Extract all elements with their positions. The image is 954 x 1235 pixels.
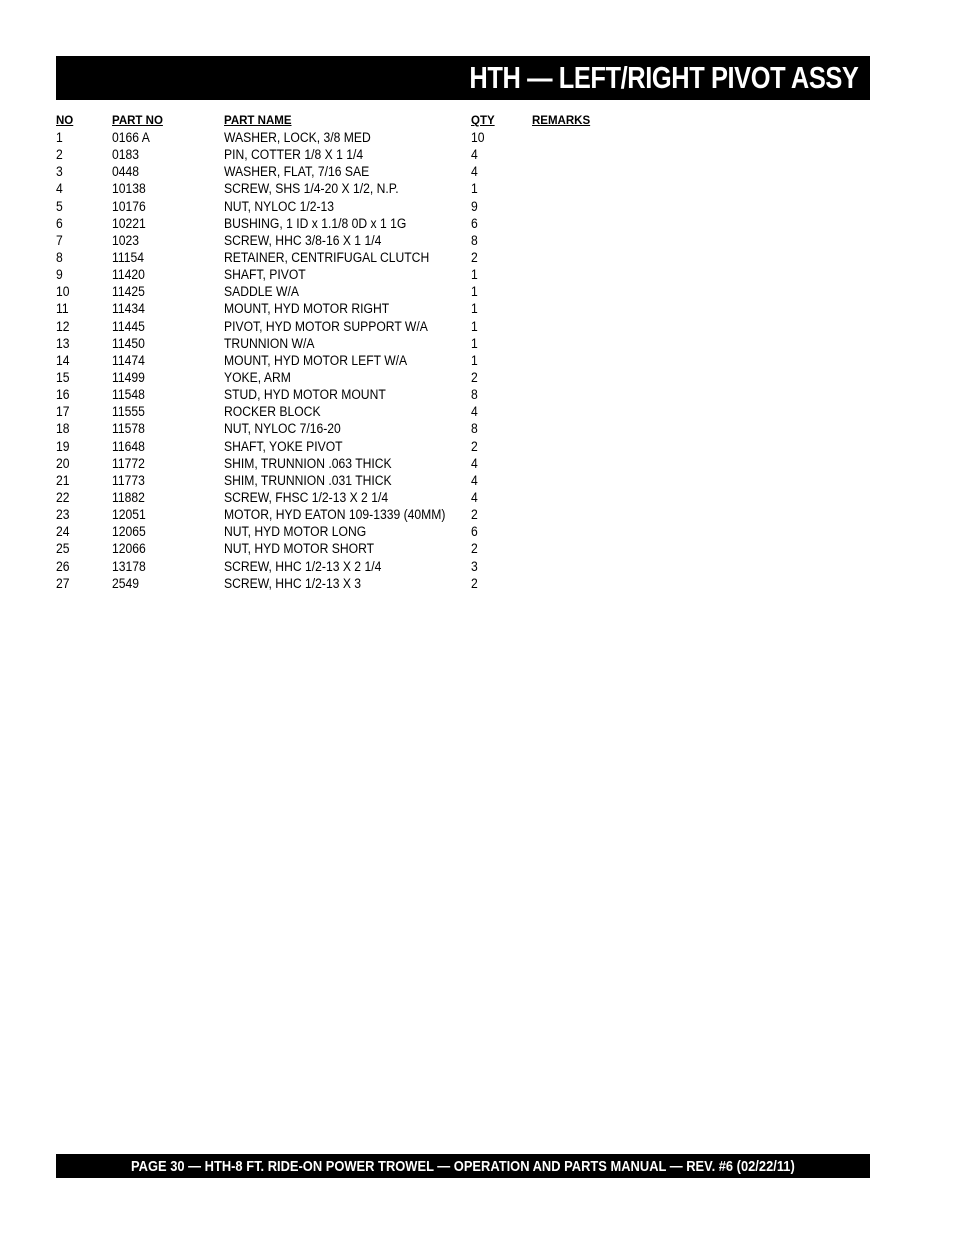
parts-table [56,113,656,592]
part-qty-text: 4 [471,472,478,488]
part-qty-text: 2 [471,575,478,591]
part-number-index-text: 12 [56,318,70,334]
part-number-index-text: 9 [56,267,63,283]
part-number [112,403,224,420]
part-qty [471,489,532,506]
part-number-text: 12051 [112,507,146,523]
table-row [56,283,656,300]
page-footer: PAGE 30 — HTH-8 FT. RIDE-ON POWER TROWEL — OPERATION AND PARTS MANUAL — REV. #6 (02/22/11) [131,1157,795,1175]
part-number [112,506,224,523]
part-number-text: 11445 [112,318,145,334]
part-name-text: NUT, HYD MOTOR LONG [224,524,367,540]
part-number-index [56,129,112,146]
part-number [112,369,224,386]
part-name [224,335,471,352]
part-name [224,420,471,437]
part-name-text: WASHER, LOCK, 3/8 MED [224,130,371,145]
part-number-index [56,455,112,472]
part-number [112,215,224,232]
part-remarks [532,403,632,420]
part-number-text: 0448 [112,164,140,180]
part-qty [471,232,532,249]
part-qty-text: 2 [471,438,478,454]
part-number-index [56,318,112,335]
part-name [224,198,471,215]
part-number-index-text: 25 [56,541,70,557]
part-qty [471,523,532,540]
table-row [56,300,656,317]
part-number-index [56,472,112,489]
part-qty [471,215,532,232]
part-number-index-text: 19 [56,438,70,454]
part-remarks [532,266,632,283]
part-number-index [56,198,112,215]
part-number-index [56,420,112,437]
part-qty-text: 2 [471,507,478,523]
part-number-index-text: 7 [56,232,63,248]
part-qty-text: 1 [471,352,478,368]
part-remarks [532,386,632,403]
part-remarks [532,318,632,335]
part-name [224,352,471,369]
part-qty-text: 1 [471,181,478,197]
part-number [112,129,224,146]
table-row [56,523,656,540]
part-qty [471,180,532,197]
part-name [224,369,471,386]
table-row [56,386,656,403]
part-remarks [532,163,632,180]
part-qty [471,300,532,317]
table-body [56,129,656,592]
part-qty [471,403,532,420]
part-number-index-text: 3 [56,164,63,180]
table-row [56,506,656,523]
part-number [112,386,224,403]
part-number-index-text: 27 [56,575,70,591]
part-name [224,300,471,317]
part-number-index-text: 24 [56,524,70,540]
part-remarks [532,455,632,472]
table-row [56,489,656,506]
part-qty-text: 1 [471,284,478,300]
part-number [112,249,224,266]
part-remarks [532,489,632,506]
part-number [112,232,224,249]
part-qty-text: 4 [471,455,478,471]
part-number-text: 2549 [112,575,140,591]
part-number [112,489,224,506]
part-qty-text: 10 [471,130,485,145]
part-qty-text: 1 [471,301,478,317]
part-number-text: 11450 [112,335,145,351]
part-qty [471,283,532,300]
part-number-index-text: 11 [56,301,69,317]
part-remarks [532,523,632,540]
table-row [56,266,656,283]
part-name-text: ROCKER BLOCK [224,404,321,420]
part-remarks [532,369,632,386]
part-number-text: 11154 [112,249,144,265]
part-remarks [532,540,632,557]
table-row [56,540,656,557]
table-row [56,215,656,232]
part-name-text: YOKE, ARM [224,369,291,385]
part-number-index [56,438,112,455]
part-number [112,146,224,163]
part-name-text: SHIM, TRUNNION .063 THICK [224,455,392,471]
part-qty [471,146,532,163]
part-number-index-text: 20 [56,455,70,471]
part-name-text: SCREW, SHS 1/4-20 X 1/2, N.P. [224,181,399,197]
table-header-row [56,113,656,129]
table-row [56,198,656,215]
part-remarks [532,180,632,197]
part-name [224,558,471,575]
part-name-text: SCREW, HHC 1/2-13 X 3 [224,575,362,591]
part-name-text: PIN, COTTER 1/8 X 1 1/4 [224,147,364,163]
part-name [224,249,471,266]
part-name-text: PIVOT, HYD MOTOR SUPPORT W/A [224,318,428,334]
part-remarks [532,558,632,575]
part-number-index-text: 2 [56,147,63,163]
page-title-bar [56,56,870,100]
part-number-index-text: 13 [56,335,70,351]
part-number-index-text: 23 [56,507,70,523]
table-row [56,249,656,266]
table-row [56,472,656,489]
part-number [112,523,224,540]
part-number-index [56,335,112,352]
part-name-text: SADDLE W/A [224,284,299,300]
part-qty [471,335,532,352]
part-name-text: NUT, HYD MOTOR SHORT [224,541,375,557]
column-header-part-no: PART NO [112,115,163,127]
part-number-index-text: 18 [56,421,70,437]
table-row [56,455,656,472]
part-qty [471,558,532,575]
part-number-index-text: 17 [56,404,70,420]
part-number [112,163,224,180]
part-number-text: 11434 [112,301,145,317]
part-name [224,489,471,506]
part-name [224,318,471,335]
part-number-text: 1023 [112,232,140,248]
table-row [56,163,656,180]
part-remarks [532,232,632,249]
part-name [224,523,471,540]
part-name-text: SHIM, TRUNNION .031 THICK [224,472,392,488]
table-row [56,180,656,197]
part-qty-text: 9 [471,198,478,214]
part-name [224,540,471,557]
part-qty [471,472,532,489]
part-name [224,575,471,592]
part-qty [471,129,532,146]
part-number-index [56,352,112,369]
part-number [112,472,224,489]
table-row [56,352,656,369]
column-header-part-name: PART NAME [224,115,292,127]
part-name [224,266,471,283]
part-name-text: WASHER, FLAT, 7/16 SAE [224,164,370,180]
part-number-index [56,249,112,266]
table-row [56,232,656,249]
part-qty [471,369,532,386]
part-number-index [56,523,112,540]
part-qty [471,352,532,369]
part-qty-text: 1 [471,267,478,283]
part-name [224,180,471,197]
part-number-text: 11882 [112,489,145,505]
part-number-text: 11578 [112,421,145,437]
part-number-text: 11548 [112,387,145,403]
part-number-text: 11648 [112,438,145,454]
part-number-index-text: 15 [56,369,70,385]
part-name [224,438,471,455]
part-name [224,403,471,420]
table-row [56,129,656,146]
part-number-text: 11555 [112,404,145,420]
part-number-index [56,575,112,592]
part-number [112,420,224,437]
part-number [112,335,224,352]
part-name-text: MOTOR, HYD EATON 109-1339 (40MM) [224,507,446,523]
part-number-index [56,386,112,403]
part-qty [471,575,532,592]
part-number [112,318,224,335]
part-remarks [532,283,632,300]
part-name-text: NUT, NYLOC 7/16-20 [224,421,341,437]
part-qty-text: 6 [471,524,478,540]
part-remarks [532,249,632,266]
part-remarks [532,438,632,455]
part-qty-text: 4 [471,147,478,163]
part-number-index [56,146,112,163]
part-qty-text: 4 [471,404,478,420]
part-qty-text: 1 [471,335,478,351]
part-number-index [56,369,112,386]
part-qty [471,420,532,437]
part-name [224,506,471,523]
part-number-text: 11772 [112,455,145,471]
part-qty [471,266,532,283]
page-footer-bar [56,1154,870,1178]
part-qty-text: 8 [471,232,478,248]
part-qty-text: 4 [471,489,478,505]
part-number-index-text: 1 [56,130,63,145]
part-qty-text: 2 [471,541,478,557]
part-remarks [532,335,632,352]
part-number-index [56,489,112,506]
part-number [112,180,224,197]
part-qty-text: 2 [471,369,478,385]
part-number-index-text: 10 [56,284,70,300]
part-number [112,558,224,575]
part-number [112,266,224,283]
part-qty-text: 6 [471,215,478,231]
part-qty [471,249,532,266]
part-name-text: SHAFT, PIVOT [224,267,306,283]
part-number-index [56,215,112,232]
part-number-text: 11499 [112,369,145,385]
part-name [224,472,471,489]
part-remarks [532,472,632,489]
part-number [112,283,224,300]
part-remarks [532,575,632,592]
part-name [224,146,471,163]
part-number-index-text: 5 [56,198,63,214]
part-number [112,300,224,317]
part-qty [471,540,532,557]
table-row [56,438,656,455]
part-number-text: 10176 [112,198,146,214]
part-name [224,232,471,249]
part-number-text: 13178 [112,558,146,574]
table-row [56,335,656,352]
part-number-index [56,266,112,283]
part-number-text: 11474 [112,352,145,368]
part-name-text: SHAFT, YOKE PIVOT [224,438,343,454]
part-number-index-text: 4 [56,181,63,197]
part-name-text: SCREW, FHSC 1/2-13 X 2 1/4 [224,489,389,505]
part-qty-text: 8 [471,421,478,437]
page-title: HTH — LEFT/RIGHT PIVOT ASSY [468,60,858,95]
part-number-text: 0183 [112,147,140,163]
table-row [56,318,656,335]
column-header-remarks: REMARKS [532,115,591,127]
part-number-index-text: 22 [56,489,70,505]
part-number-index-text: 14 [56,352,70,368]
part-name-text: SCREW, HHC 3/8-16 X 1 1/4 [224,232,382,248]
part-number-index [56,283,112,300]
part-remarks [532,146,632,163]
part-name-text: SCREW, HHC 1/2-13 X 2 1/4 [224,558,382,574]
part-name-text: RETAINER, CENTRIFUGAL CLUTCH [224,249,430,265]
part-number [112,352,224,369]
part-qty [471,198,532,215]
column-header-no: NO [56,115,74,127]
part-number-text: 11420 [112,267,145,283]
part-number-index [56,540,112,557]
part-remarks [532,215,632,232]
part-number-text: 11773 [112,472,145,488]
table-row [56,575,656,592]
part-name [224,163,471,180]
part-number-index [56,232,112,249]
part-remarks [532,352,632,369]
part-number-text: 10138 [112,181,146,197]
table-row [56,403,656,420]
part-name-text: MOUNT, HYD MOTOR LEFT W/A [224,352,408,368]
part-name [224,283,471,300]
part-name-text: MOUNT, HYD MOTOR RIGHT [224,301,390,317]
part-number-index-text: 8 [56,249,63,265]
part-qty-text: 1 [471,318,478,334]
part-qty [471,438,532,455]
part-number [112,438,224,455]
part-qty [471,455,532,472]
table-row [56,146,656,163]
part-qty [471,318,532,335]
part-number-index [56,163,112,180]
part-number [112,198,224,215]
part-name-text: NUT, NYLOC 1/2-13 [224,198,335,214]
part-number-text: 11425 [112,284,145,300]
part-remarks [532,198,632,215]
part-number-index [56,300,112,317]
part-remarks [532,300,632,317]
part-remarks [532,506,632,523]
part-qty [471,386,532,403]
part-number [112,455,224,472]
part-qty-text: 8 [471,387,478,403]
part-number-index-text: 26 [56,558,70,574]
part-number-index [56,180,112,197]
part-number-text: 12065 [112,524,146,540]
part-number-text: 12066 [112,541,146,557]
part-qty [471,163,532,180]
part-number-index [56,506,112,523]
part-name-text: BUSHING, 1 ID x 1.1/8 0D x 1 1G [224,215,407,231]
part-name [224,455,471,472]
part-number-index [56,558,112,575]
table-row [56,558,656,575]
part-qty-text: 2 [471,249,478,265]
part-name [224,215,471,232]
part-name [224,386,471,403]
part-qty-text: 4 [471,164,478,180]
part-name-text: STUD, HYD MOTOR MOUNT [224,387,386,403]
part-number-index-text: 21 [56,472,70,488]
part-qty [471,506,532,523]
part-remarks [532,420,632,437]
part-remarks [532,129,632,146]
part-name-text: TRUNNION W/A [224,335,315,351]
table-row [56,369,656,386]
table-row [56,420,656,437]
part-number-index-text: 16 [56,387,70,403]
part-name [224,129,471,146]
part-number-index [56,403,112,420]
part-number-text: 10221 [112,215,146,231]
column-header-qty: QTY [471,115,495,127]
part-number-index-text: 6 [56,215,63,231]
part-qty-text: 3 [471,558,478,574]
part-number-text: 0166 A [112,130,150,145]
part-number [112,540,224,557]
part-number [112,575,224,592]
